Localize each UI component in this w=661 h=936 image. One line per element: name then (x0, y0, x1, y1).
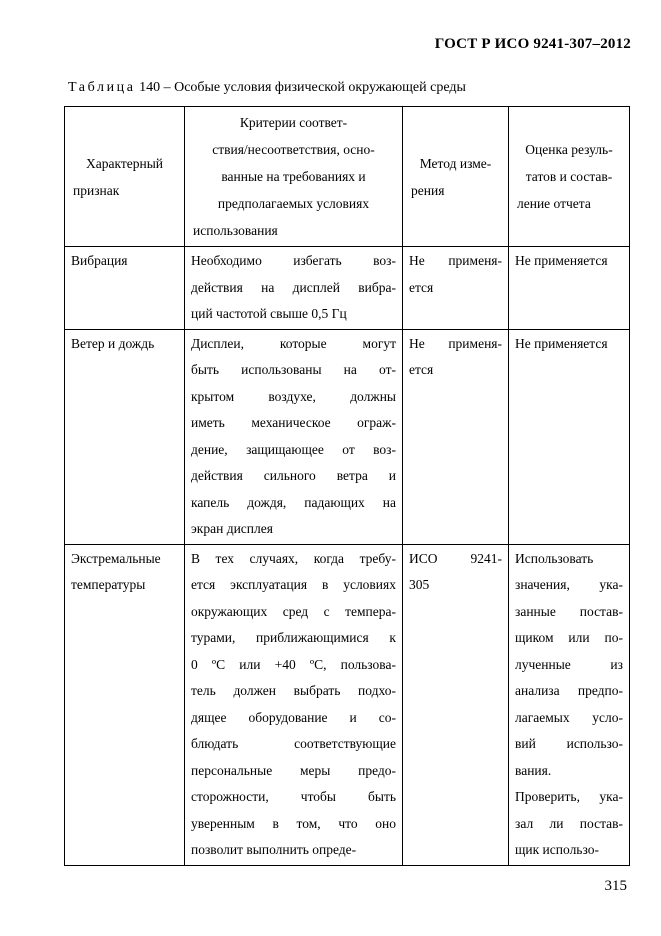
cell-line: признак (73, 182, 120, 198)
cell-line: 0 ºС или +40 ºС, пользова- (191, 656, 396, 672)
cell-line: Не применя- (409, 335, 502, 351)
cell-line: ИСО 9241- (409, 550, 502, 566)
cell-line: дящее оборудование и со- (191, 709, 396, 725)
cell-line: Не применя- (409, 253, 502, 268)
table-caption (68, 80, 466, 96)
cell-line: Критерии соответ- (239, 115, 348, 130)
cell-line: иметь механическое ограж- (191, 415, 396, 430)
standard-designation: ГОСТ Р ИСО 9241-307–2012 (434, 36, 631, 52)
cell-line: действия сильного ветра и (191, 468, 396, 483)
cell-line: тель должен выбрать подхо- (191, 683, 396, 698)
cell-line: рения (411, 182, 445, 198)
cell-line: турами, приближающимися к (191, 630, 396, 645)
cell-line: Не применяется (515, 335, 608, 351)
cell-line: занные постав- (515, 603, 623, 619)
cell-line: Экстремальные (71, 550, 161, 566)
cell-criteria (185, 544, 403, 865)
cell-line: позволит выполнить опреде- (191, 842, 357, 857)
cell-line: уверенным в том, что оно (191, 815, 396, 831)
table-row (65, 544, 630, 865)
page-number: 315 (604, 878, 627, 894)
cell-criteria (185, 329, 403, 544)
cell-criteria (185, 247, 403, 330)
cell-line: вий использо- (515, 736, 623, 751)
header-criteria (185, 107, 403, 247)
cell-line: татов и состав- (525, 169, 613, 184)
cell-line: Не применяется (515, 253, 608, 268)
cell-line: значения, ука- (515, 577, 623, 592)
cell-feature (65, 544, 185, 865)
header-feature (65, 107, 185, 247)
cell-line: ется эксплуатация в условиях (191, 577, 396, 592)
cell-feature (65, 247, 185, 330)
header-report (509, 107, 630, 247)
cell-line: сторожности, чтобы быть (191, 789, 396, 804)
cell-line: капель дождя, падающих на (191, 494, 396, 510)
cell-line: лагаемых усло- (515, 709, 623, 725)
header-method (403, 107, 509, 247)
cell-line: Необходимо избегать воз- (191, 253, 396, 268)
cell-line: зал ли постав- (515, 815, 623, 831)
cell-line: ление отчета (517, 196, 591, 211)
cell-line: блюдать соответствующие (191, 736, 396, 751)
cell-report (509, 329, 630, 544)
caption-prefix: Таблица (68, 80, 136, 95)
table-header-row (65, 107, 630, 247)
cell-line: анализа предпо- (515, 683, 623, 698)
cell-line: щиком или по- (515, 630, 623, 645)
conditions-table (64, 106, 630, 866)
cell-line: Оценка резуль- (525, 142, 613, 157)
cell-line: ется (409, 362, 434, 377)
caption-text: 140 – Особые условия физической окружающей среды (139, 80, 466, 95)
cell-line: действия на дисплей вибра- (191, 279, 396, 295)
cell-line: быть использованы на от- (191, 362, 396, 377)
cell-line: Использовать (515, 550, 594, 566)
cell-line: В тех случаях, когда требу- (191, 550, 396, 566)
cell-line: щик использо- (515, 842, 599, 857)
cell-method (403, 247, 509, 330)
cell-method (403, 544, 509, 865)
cell-line: Характерный (85, 155, 164, 171)
cell-line: Метод изме- (419, 155, 492, 171)
cell-line: Проверить, ука- (515, 789, 623, 804)
cell-line: температуры (71, 577, 146, 592)
cell-line: ванные на требованиях и (221, 169, 366, 184)
table-row (65, 329, 630, 544)
cell-line: 305 (409, 577, 430, 592)
cell-line: Вибрация (71, 253, 128, 268)
cell-report (509, 247, 630, 330)
cell-line: ствия/несоответствия, осно- (212, 142, 375, 157)
cell-line: вания. (515, 762, 552, 778)
cell-line: окружающих сред с темпера- (191, 603, 396, 619)
cell-line: использования (193, 223, 278, 238)
cell-line: предполагаемых условиях (217, 196, 370, 211)
cell-line: Ветер и дождь (71, 335, 155, 351)
cell-feature (65, 329, 185, 544)
cell-line: дение, защищающее от воз- (191, 441, 396, 457)
cell-line: экран дисплея (191, 521, 273, 536)
table-row (65, 247, 630, 330)
cell-line: лученные из (515, 656, 623, 672)
cell-line: Дисплеи, которые могут (191, 335, 396, 351)
cell-line: ций частотой свыше 0,5 Гц (191, 306, 347, 321)
cell-line: персональные меры предо- (191, 762, 396, 778)
cell-report (509, 544, 630, 865)
cell-line: крытом воздухе, должны (191, 388, 396, 404)
cell-method (403, 329, 509, 544)
cell-line: ется (409, 279, 434, 295)
